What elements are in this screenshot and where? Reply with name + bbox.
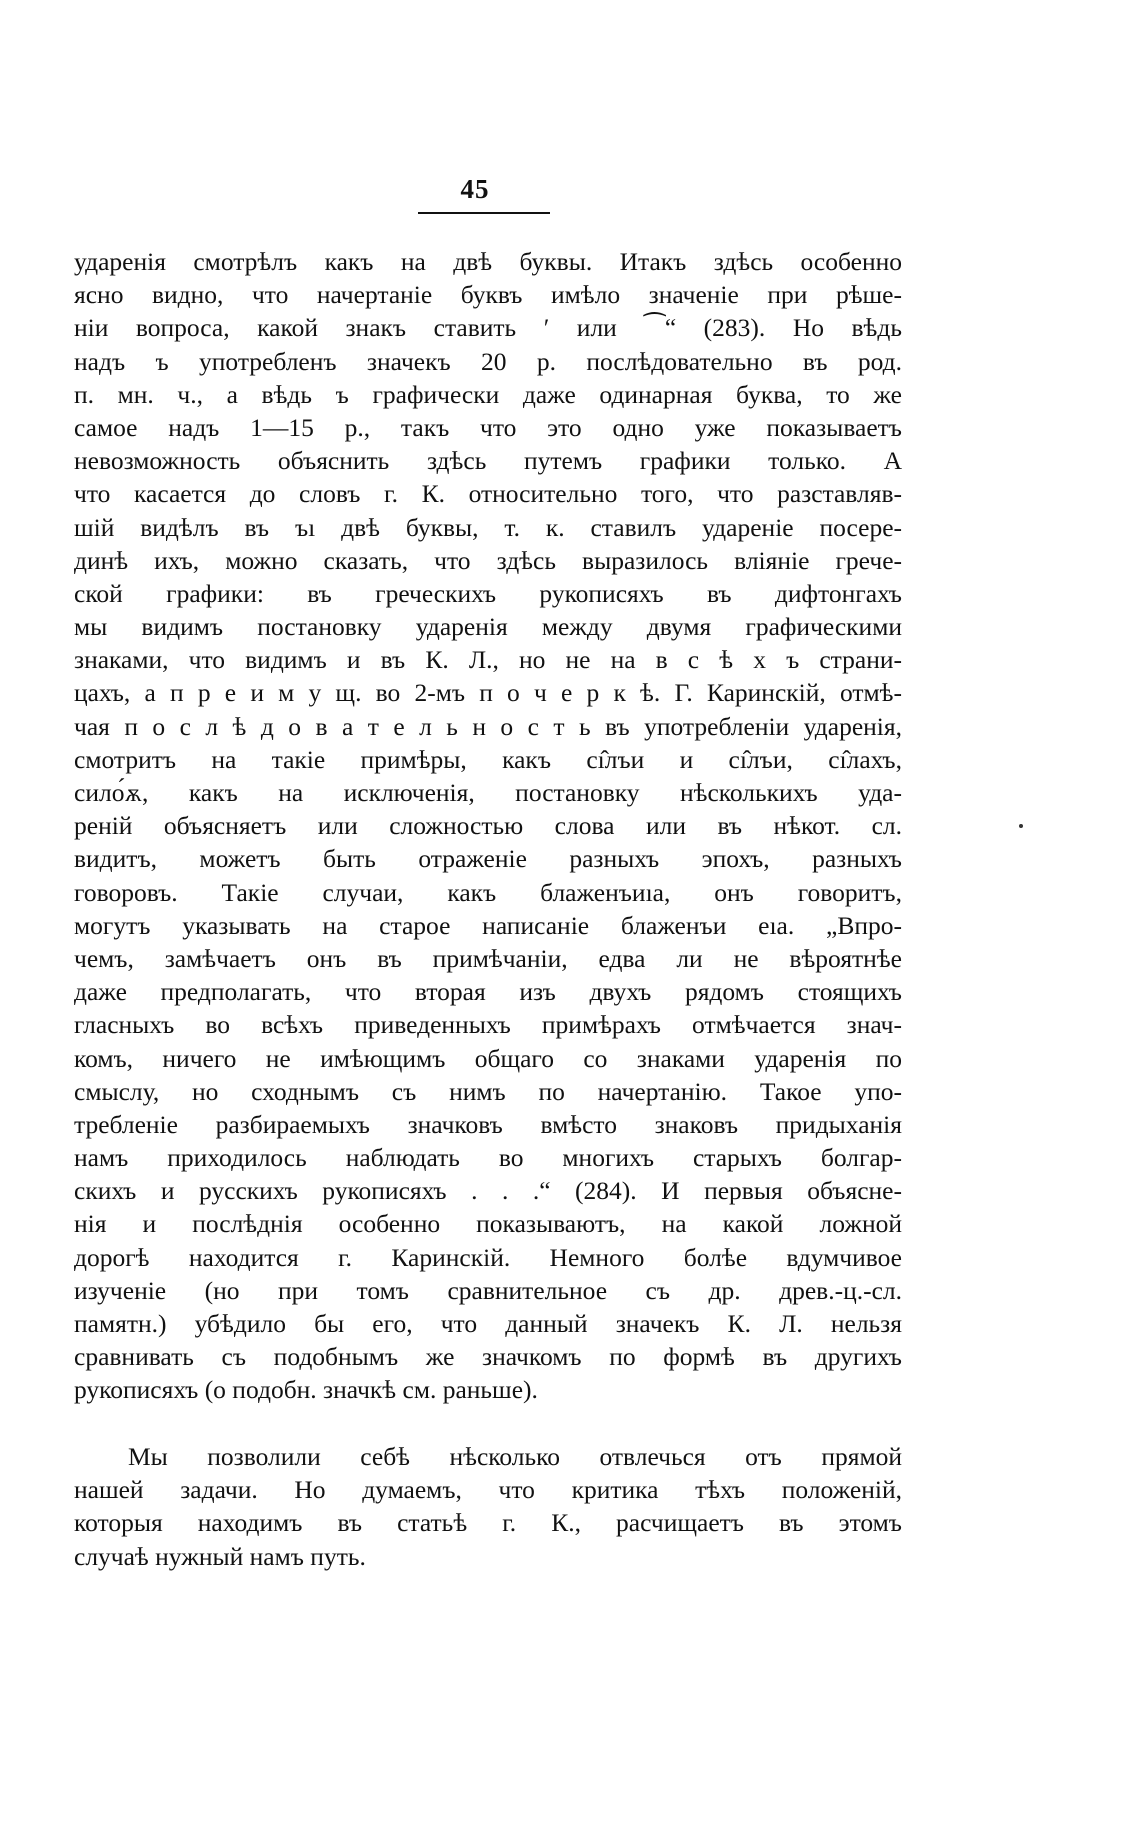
page-number-rule bbox=[418, 212, 550, 214]
text-line: дорогѣ находится г. Каринскій. Немного болѣе вдумчивое bbox=[74, 1242, 902, 1272]
text-line: чемъ, замѣчаетъ онъ въ примѣчаніи, едва ли не вѣроятнѣе bbox=[74, 943, 902, 973]
text-line: надъ ъ употребленъ значекъ 20 р. послѣдовательно въ род. bbox=[74, 346, 902, 376]
text-line: случаѣ нужный намъ путь. bbox=[74, 1541, 366, 1571]
text-line: мы видимъ постановку ударенія между двумя графическими bbox=[74, 612, 902, 642]
text-line: что касается до словъ г. К. относительно того, что разставляв- bbox=[74, 479, 902, 509]
print-speck bbox=[1019, 824, 1023, 828]
text-line: знаками, что видимъ и въ К. Л., но не на в с ѣ х ъ страни- bbox=[74, 645, 902, 675]
text-line: Мы позволили себѣ нѣсколько отвлечься отъ прямой bbox=[128, 1442, 902, 1471]
text-line: видитъ, можетъ быть отраженіе разныхъ эпохъ, разныхъ bbox=[74, 844, 902, 874]
paragraph-1 bbox=[74, 245, 902, 1407]
text-line: чая п о с л ѣ д о в а т е л ь н о с т ь въ употребленіи ударенія, bbox=[74, 711, 902, 741]
text-line: шій видѣлъ въ ъı двѣ буквы, т. к. ставилъ удареніе посере- bbox=[74, 512, 902, 542]
text-line: нія и послѣднія особенно показываютъ, на какой ложной bbox=[74, 1209, 902, 1239]
text-line: динѣ ихъ, можно сказать, что здѣсь выразилось вліяніе грече- bbox=[74, 545, 902, 575]
text-line: ской графики: въ греческихъ рукописяхъ въ дифтонгахъ bbox=[74, 578, 902, 608]
text-line: которыя находимъ въ статьѣ г. К., расчищаетъ въ этомъ bbox=[74, 1508, 902, 1538]
text-line: говоровъ. Такіе случаи, какъ блаженъиıа, онъ говоритъ, bbox=[74, 877, 902, 907]
text-line: ударенія смотрѣлъ какъ на двѣ буквы. Итакъ здѣсь особенно bbox=[74, 247, 902, 276]
text-line: реній объясняетъ или сложностью слова или въ нѣкот. сл. bbox=[74, 811, 902, 841]
text-line: самое надъ 1—15 р., такъ что это одно уже показываетъ bbox=[74, 412, 902, 442]
page-number: 45 bbox=[460, 174, 490, 204]
text-line: рукописяхъ (о подобн. значкѣ см. раньше). bbox=[74, 1375, 538, 1405]
text-line: комъ, ничего не имѣющимъ общаго со знаками ударенія по bbox=[74, 1043, 902, 1073]
text-line: цахъ, а п р е и м у щ. во 2-мъ п о ч е р к ѣ. Г. Каринскій, отмѣ- bbox=[74, 678, 902, 708]
text-line: могутъ указывать на старое написаніе блаженъи еıа. „Впро- bbox=[74, 910, 902, 940]
text-line: невозможность объяснить здѣсь путемъ графики только. А bbox=[74, 446, 902, 476]
text-line: памятн.) убѣдило бы его, что данный значекъ К. Л. нельзя bbox=[74, 1309, 902, 1338]
text-line: сравнивать съ подобнымъ же значкомъ по формѣ въ другихъ bbox=[74, 1342, 902, 1372]
text-line: ніи вопроса, какой знакъ ставить ′ или ⁀“ (283). Но вѣдь bbox=[74, 313, 902, 343]
paragraph-2 bbox=[74, 1440, 902, 1573]
text-line: гласныхъ во всѣхъ приведенныхъ примѣрахъ отмѣчается знач- bbox=[74, 1010, 902, 1040]
text-line: смотритъ на такіе примѣры, какъ сı̂лъи и сı̂лъи, сı̂лахъ, bbox=[74, 744, 902, 774]
text-line: ясно видно, что начертаніе буквъ имѣло значеніе при рѣше- bbox=[74, 280, 902, 310]
text-line: нашей задачи. Но думаемъ, что критика тѣхъ положеній, bbox=[74, 1475, 902, 1505]
text-line: даже предполагать, что вторая изъ двухъ рядомъ стоящихъ bbox=[74, 977, 902, 1007]
text-line: п. мн. ч., а вѣдь ъ графически даже одинарная буква, то же bbox=[74, 379, 902, 409]
text-line: намъ приходилось наблюдать во многихъ старыхъ болгар- bbox=[74, 1143, 902, 1173]
text-line: изученіе (но при томъ сравнительное съ др. древ.-ц.-сл. bbox=[74, 1275, 902, 1305]
text-line: скихъ и русскихъ рукописяхъ . . .“ (284). И первыя объясне- bbox=[74, 1176, 902, 1206]
text-line: смыслу, но сходнымъ съ нимъ по начертанію. Такое упо- bbox=[74, 1076, 902, 1106]
text-line: сило́ѫ, какъ на исключенія, постановку нѣсколькихъ уда- bbox=[74, 778, 902, 807]
text-line: требленіе разбираемыхъ значковъ вмѣсто знаковъ придыханія bbox=[74, 1109, 902, 1139]
